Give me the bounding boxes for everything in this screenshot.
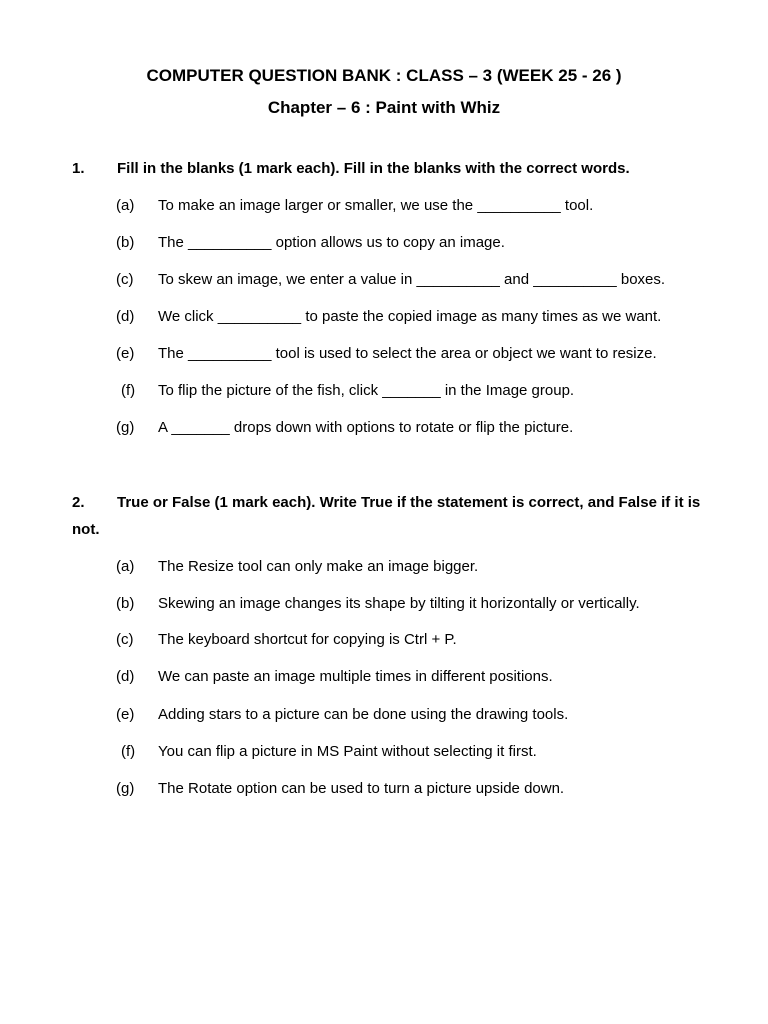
question-1-heading: [72, 155, 702, 182]
list-item: [116, 705, 568, 725]
item-text: We click __________ to paste the copied image as many times as we want.: [158, 308, 662, 325]
list-item: [116, 742, 537, 762]
item-label: (f): [121, 743, 136, 760]
item-text: The Rotate option can be used to turn a picture upside down.: [158, 780, 565, 797]
document-title: COMPUTER QUESTION BANK : CLASS – 3 (WEEK 25 - 26 ): [146, 66, 622, 85]
item-label: (g): [116, 419, 135, 436]
list-item: [116, 270, 665, 290]
list-item: [116, 418, 573, 438]
item-label: (e): [116, 706, 135, 723]
item-text: The __________ tool is used to select the area or object we want to resize.: [158, 345, 657, 362]
list-item: [116, 344, 657, 364]
item-label: (d): [116, 308, 135, 325]
chapter-title: Chapter – 6 : Paint with Whiz: [267, 98, 501, 117]
list-item: [116, 381, 574, 401]
list-item: [116, 779, 564, 799]
item-text: Adding stars to a picture can be done using the drawing tools.: [158, 706, 569, 723]
question-number: 2.: [72, 494, 85, 511]
question-instruction: True or False (1 mark each). Write True if the statement is correct, and False if it is not.: [72, 494, 701, 538]
item-text: Skewing an image changes its shape by tilting it horizontally or vertically.: [158, 595, 640, 612]
item-text: The Resize tool can only make an image bigger.: [158, 558, 479, 575]
item-label: (b): [116, 595, 135, 612]
item-label: (f): [121, 382, 136, 399]
item-label: (e): [116, 345, 135, 362]
item-text: To skew an image, we enter a value in __________ and __________ boxes.: [158, 271, 666, 288]
item-label: (c): [116, 271, 134, 288]
item-text: We can paste an image multiple times in different positions.: [158, 668, 553, 685]
item-text: A _______ drops down with options to rotate or flip the picture.: [158, 419, 574, 436]
list-item: [116, 667, 553, 687]
item-text: The keyboard shortcut for copying is Ctrl + P.: [158, 631, 457, 648]
list-item: [116, 557, 478, 577]
item-label: (g): [116, 780, 135, 797]
item-label: (b): [116, 234, 135, 251]
list-item: [116, 630, 457, 650]
question-instruction: Fill in the blanks (1 mark each). Fill in the blanks with the correct words.: [117, 160, 630, 177]
item-text: To flip the picture of the fish, click _______ in the Image group.: [158, 382, 575, 399]
list-item: [116, 594, 640, 614]
list-item: [116, 196, 593, 216]
list-item: [116, 233, 505, 253]
item-text: To make an image larger or smaller, we use the __________ tool.: [158, 197, 594, 214]
item-label: (a): [116, 197, 135, 214]
item-text: The __________ option allows us to copy an image.: [158, 234, 505, 251]
item-label: (c): [116, 631, 134, 648]
list-item: [116, 307, 661, 327]
item-text: You can flip a picture in MS Paint without selecting it first.: [158, 743, 537, 760]
item-label: (a): [116, 558, 135, 575]
item-label: (d): [116, 668, 135, 685]
question-number: 1.: [72, 160, 85, 177]
question-2-heading: [72, 489, 712, 543]
